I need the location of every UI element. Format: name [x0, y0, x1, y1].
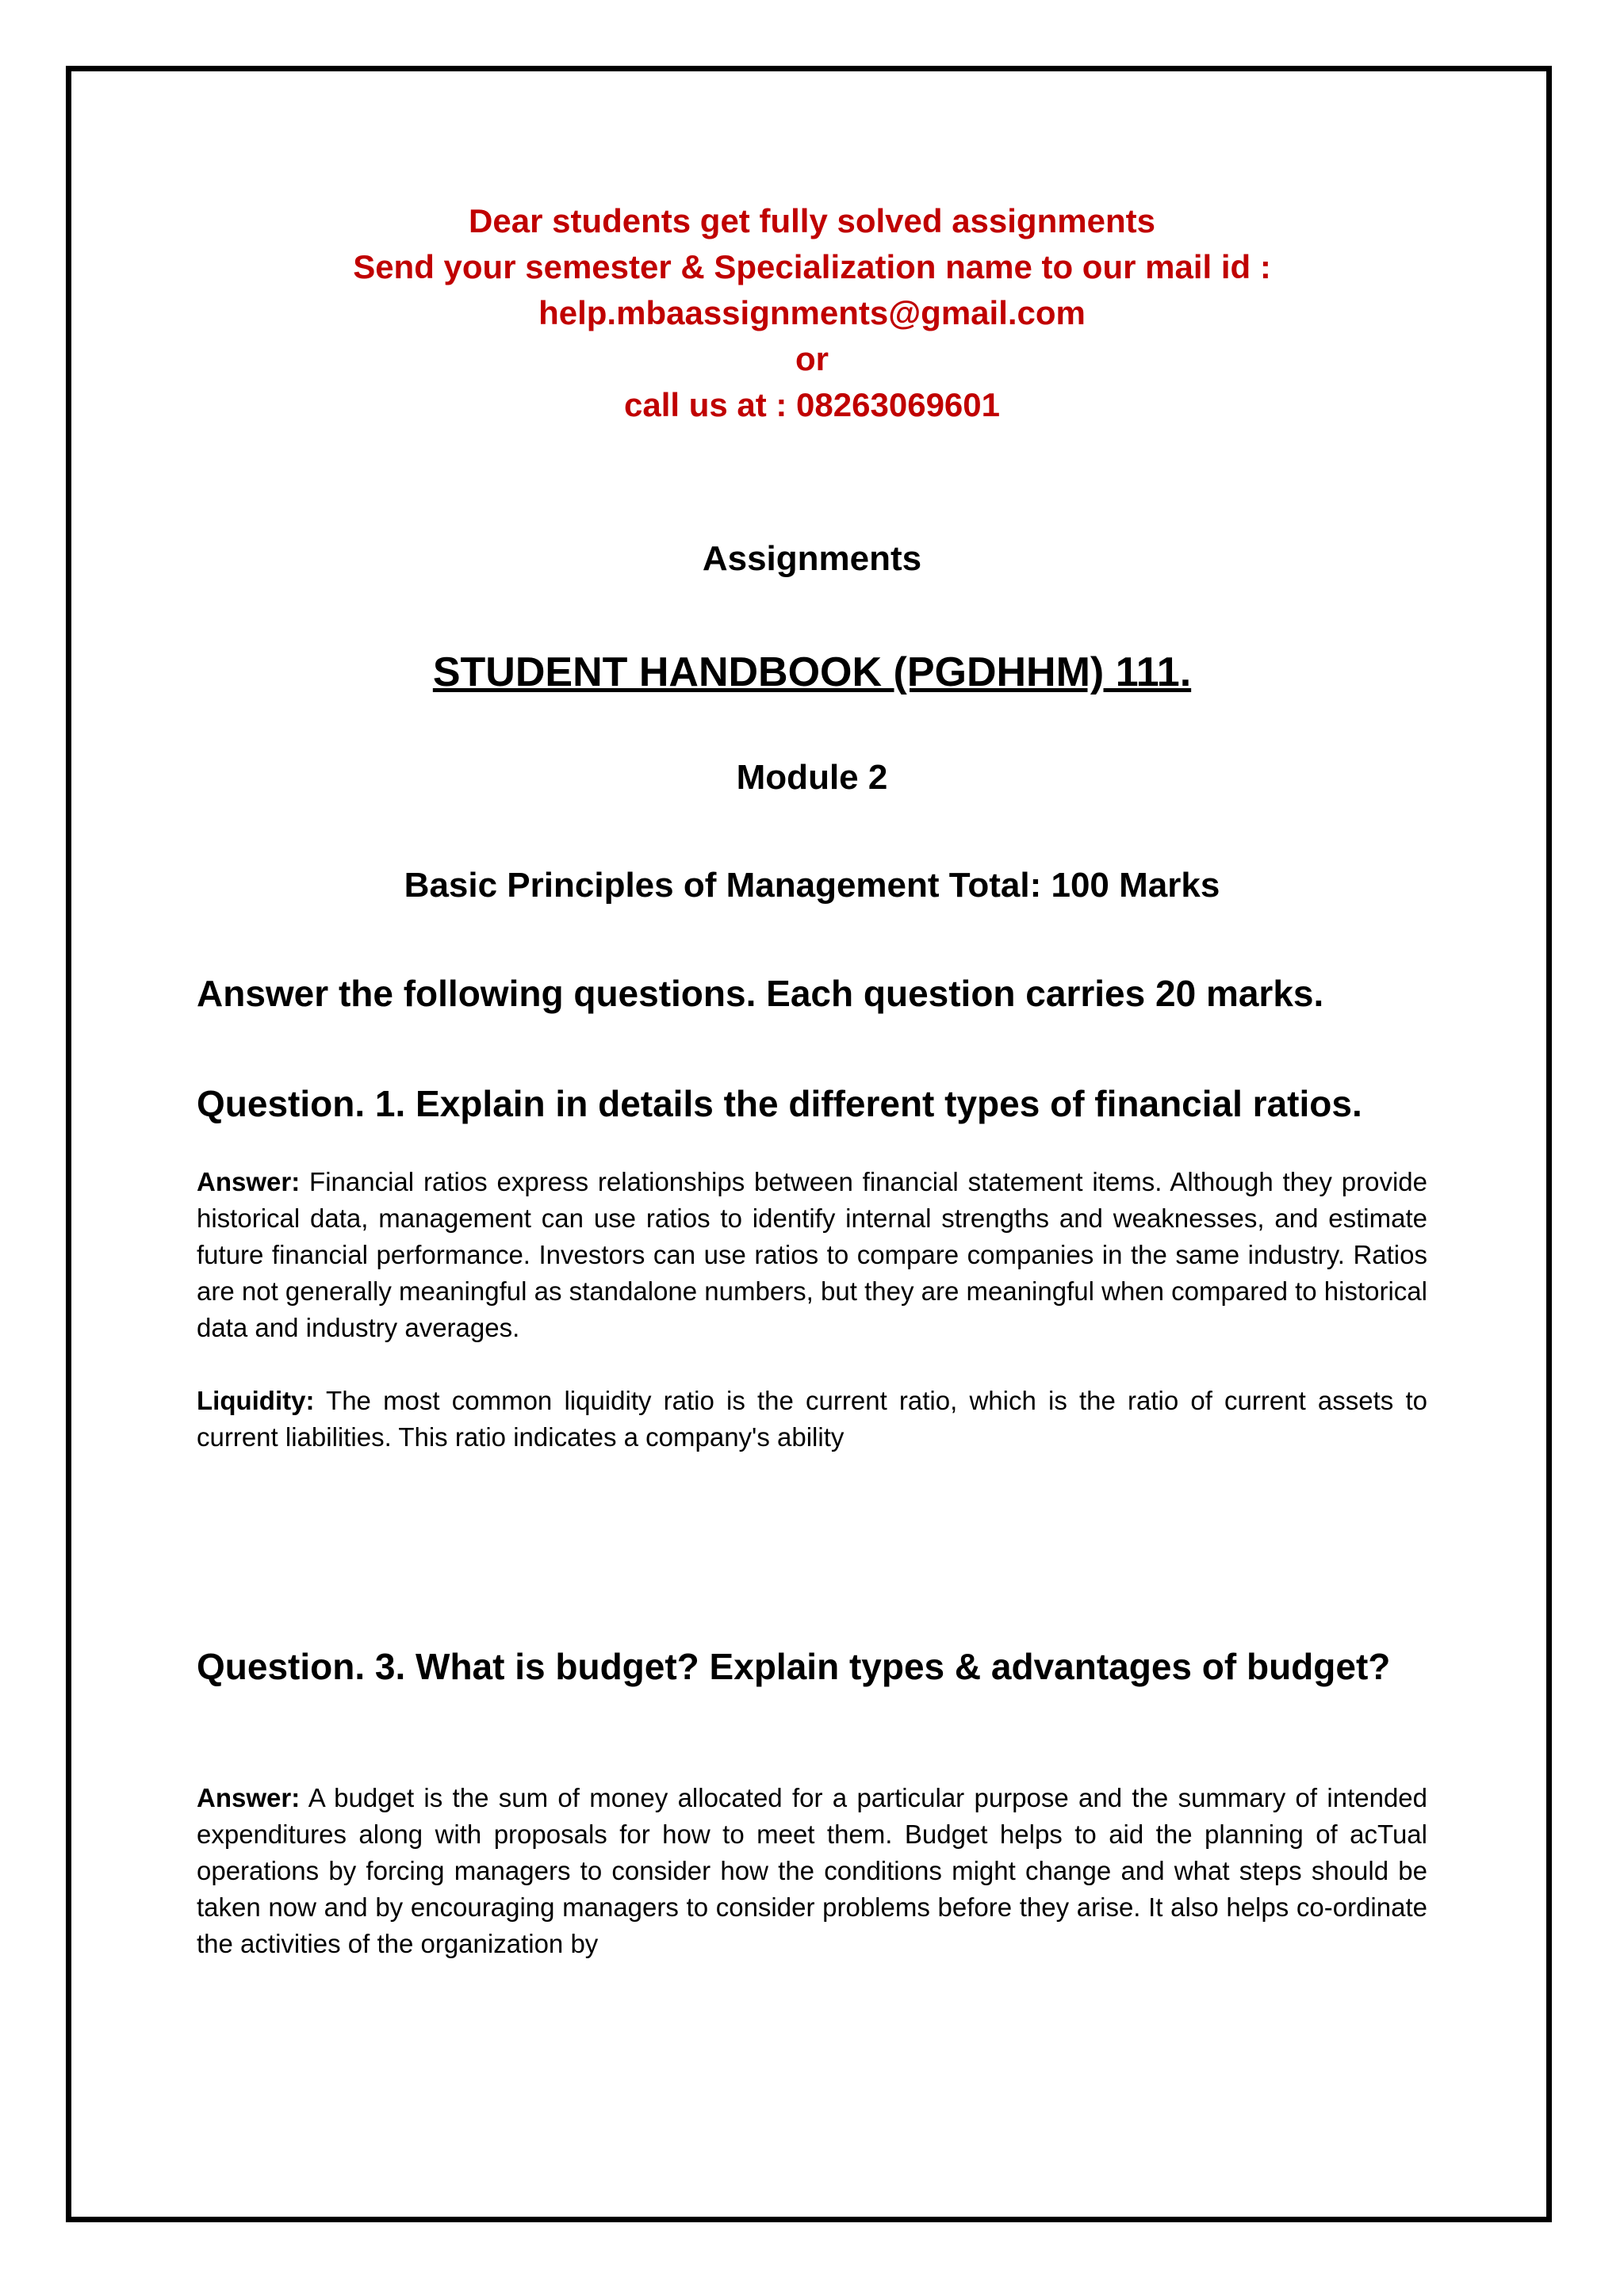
assignments-heading: Assignments: [702, 539, 922, 578]
promo-phone: call us at : 08263069601: [623, 386, 1001, 423]
promo-email: help.mbaassignments@gmail.com: [538, 294, 1086, 331]
liquidity-paragraph: [197, 1383, 1427, 1456]
answer-1-label: Answer:: [197, 1167, 301, 1196]
liquidity-label: Liquidity:: [197, 1386, 315, 1415]
course-line: Basic Principles of Management Total: 100 Marks: [404, 866, 1220, 905]
answer-3: [197, 1780, 1427, 1962]
answer-3-label: Answer:: [197, 1783, 301, 1812]
instruction: Answer the following questions. Each question carries 20 marks.: [197, 973, 1324, 1014]
promo-or: or: [795, 340, 829, 377]
promo-block: [0, 198, 1624, 428]
question-1: Question. 1. Explain in details the different types of financial ratios.: [197, 1083, 1362, 1124]
answer-3-text: A budget is the sum of money allocated for a particular purpose and the summary of intended expenditures along with proposals for how to meet them. Budget helps to aid the planning of acTual operations by forcing managers to consider how the conditions might change and what steps should be taken now and by encouraging managers to consider problems before they arise. It also helps co-ordinate the activities of the organization by: [197, 1783, 1427, 1958]
module-heading: Module 2: [736, 758, 888, 797]
promo-line-2: Send your semester & Specialization name to our mail id :: [353, 248, 1271, 285]
promo-line-1: Dear students get fully solved assignments: [469, 202, 1155, 239]
answer-1-text: Financial ratios express relationships between financial statement items. Although they provide historical data, management can use ratios to identify internal strengths and weaknesses, and estimate future financial performance. Investors can use ratios to compare companies in the same industry. Ratios are not generally meaningful as standalone numbers, but they are meaningful when compared to historical data and industry averages.: [197, 1167, 1427, 1342]
question-3: Question. 3. What is budget? Explain types & advantages of budget?: [197, 1646, 1391, 1687]
liquidity-text: The most common liquidity ratio is the current ratio, which is the ratio of current assets to current liabilities. This ratio indicates a company's ability: [197, 1386, 1427, 1452]
answer-1: [197, 1164, 1427, 1346]
handbook-title: STUDENT HANDBOOK (PGDHHM) 111.: [432, 649, 1192, 695]
